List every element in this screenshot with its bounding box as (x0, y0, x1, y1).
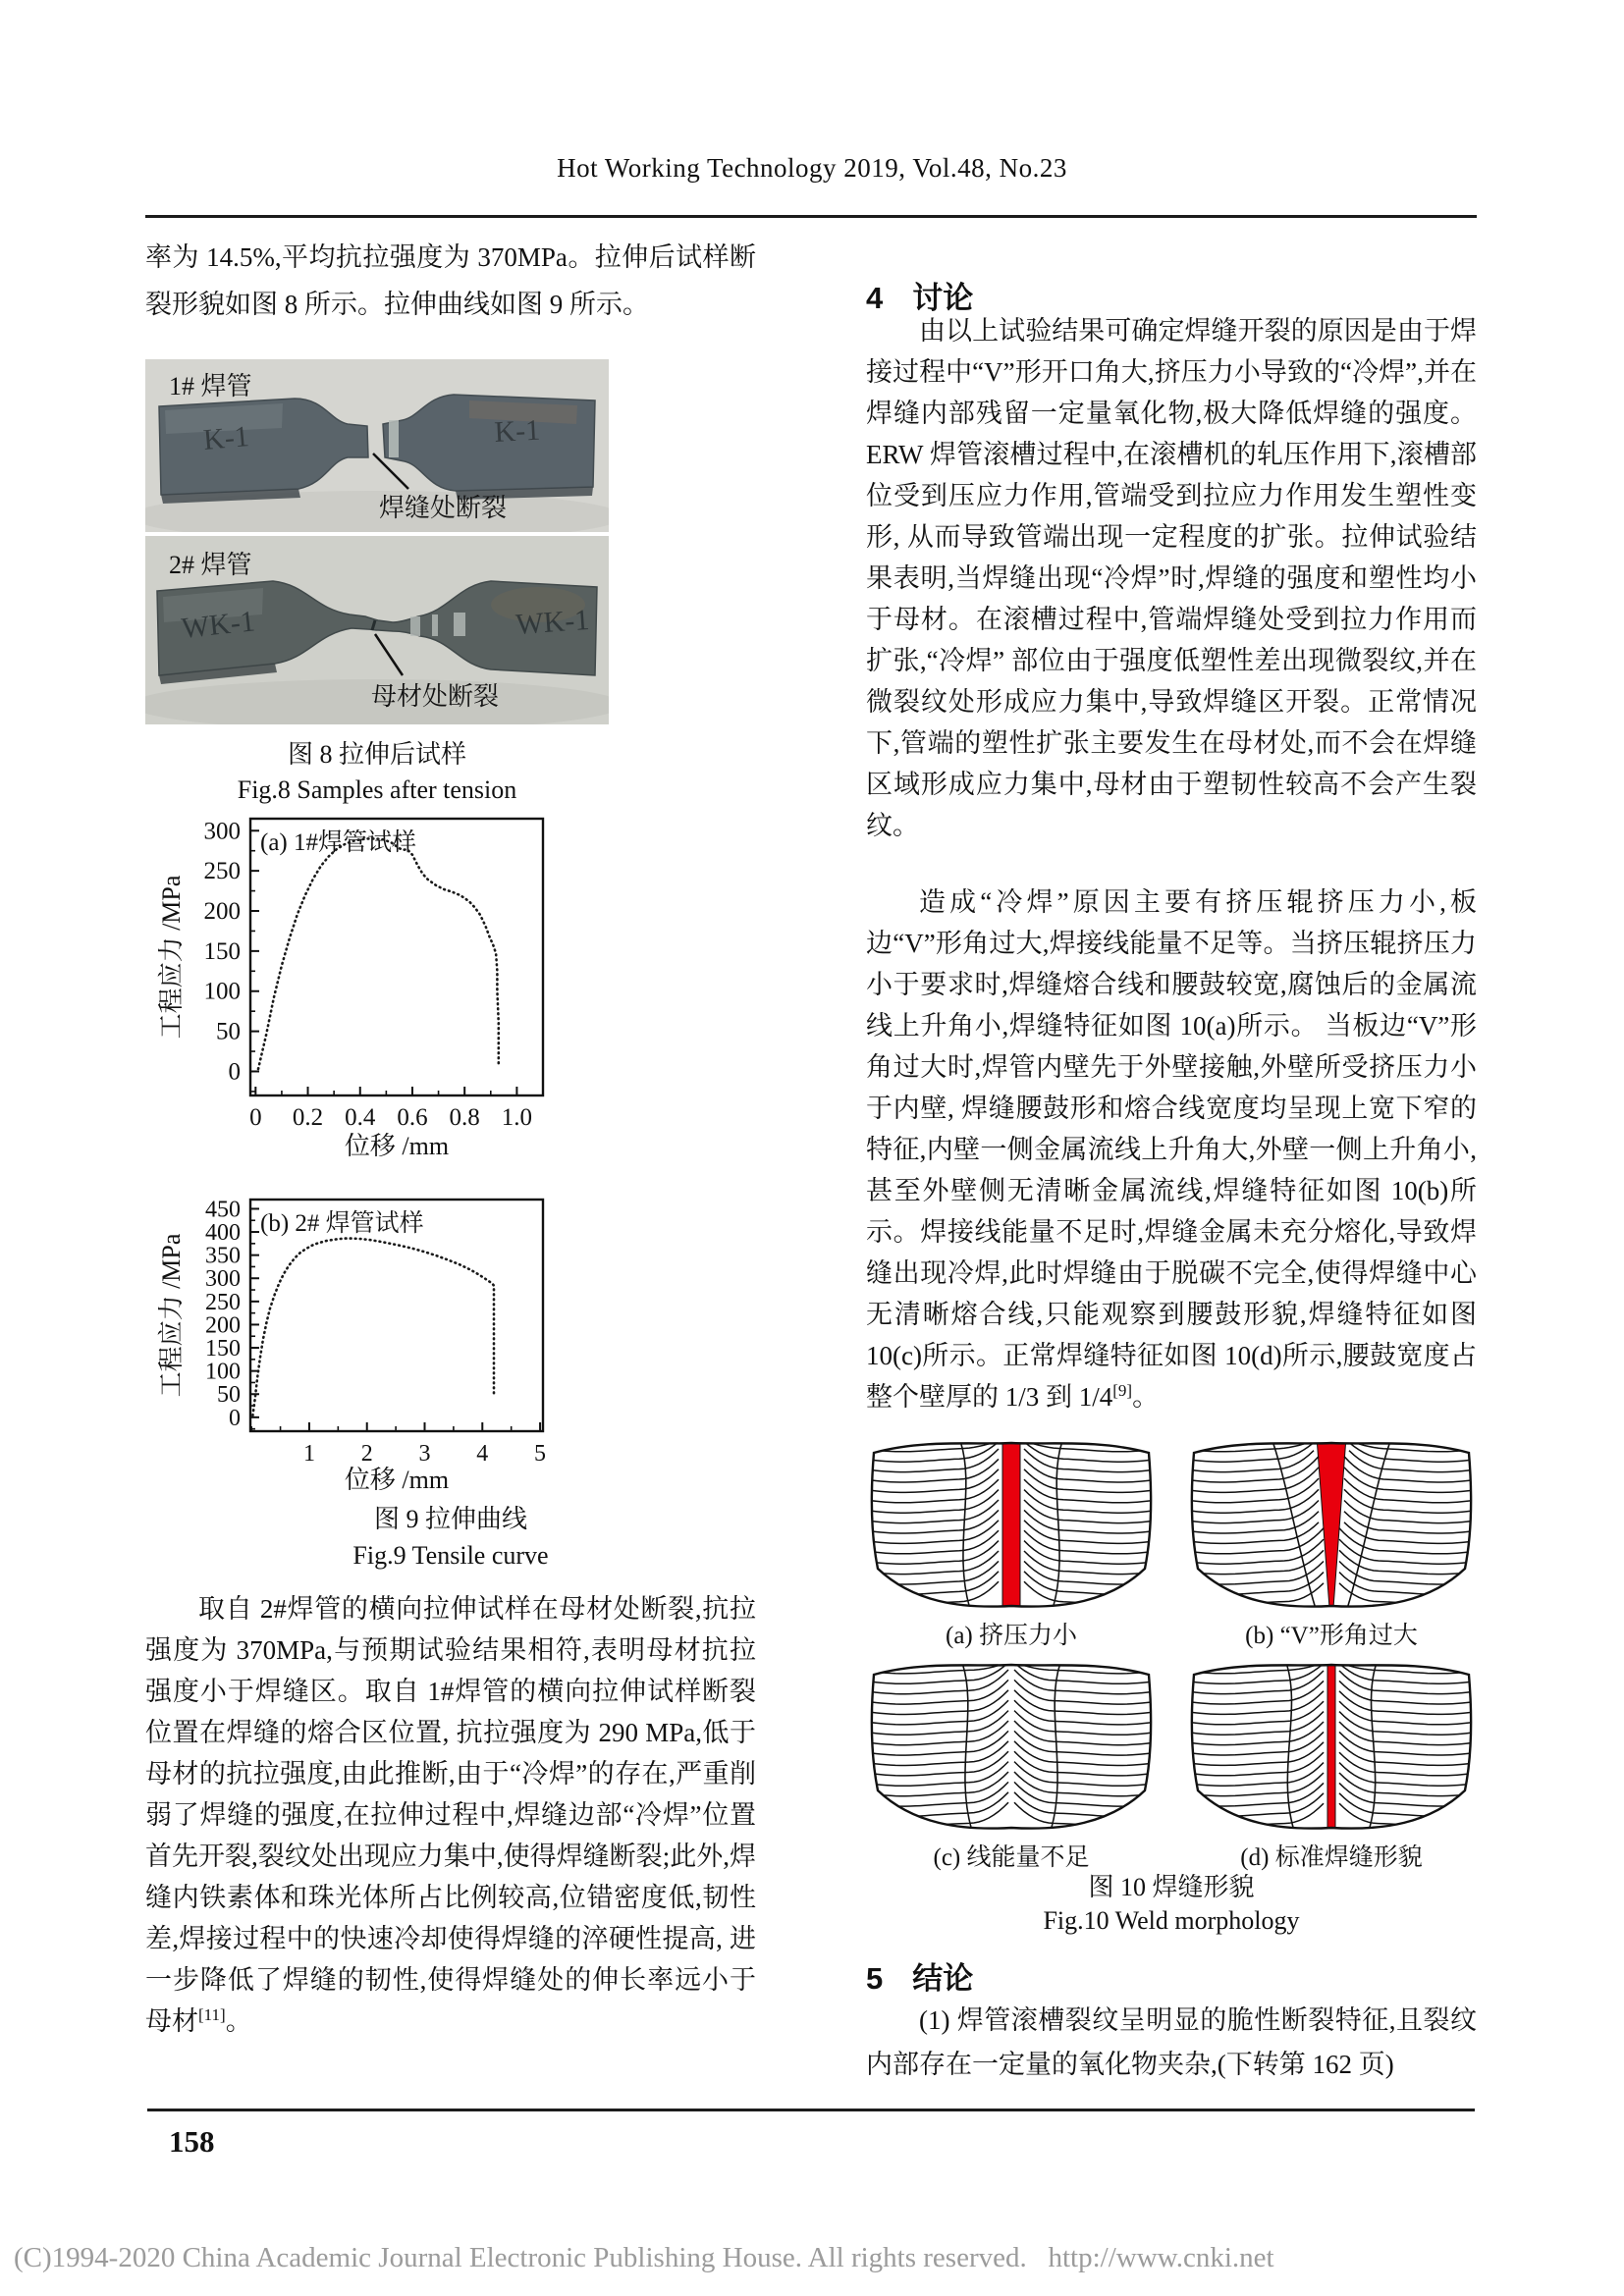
reference-9: [9] (1112, 1381, 1133, 1400)
svg-text:0: 0 (228, 1058, 241, 1086)
weld-diagram-d (1186, 1655, 1477, 1837)
svg-text:(a) 1#焊管试样: (a) 1#焊管试样 (260, 829, 416, 856)
page-number: 158 (169, 2124, 215, 2159)
figure8-photo-2 (145, 536, 609, 724)
figure10-caption-zh: 图 10 焊缝形貌 (1088, 1873, 1255, 1901)
figure8-photo-1 (145, 359, 609, 532)
copyright-line: (C)1994-2020 China Academic Journal Electronic Publishing House. All rights reserved. http://www.cnki.net (14, 2242, 1274, 2273)
weld-label-c: (c) 线能量不足 (933, 1844, 1090, 1871)
figure8-caption-zh: 图 8 拉伸后试样 (287, 740, 466, 769)
discussion-paragraph-2 (866, 881, 1477, 1417)
svg-text:1: 1 (302, 1441, 315, 1467)
svg-text:350: 350 (205, 1243, 241, 1269)
discussion-end: 。 (225, 2006, 252, 2036)
svg-text:3: 3 (418, 1441, 431, 1467)
weld-diagram-c (866, 1655, 1157, 1837)
section-4-title: 讨论 (912, 281, 974, 315)
photo2-annotation: 母材处断裂 (371, 682, 500, 711)
svg-text:0.2: 0.2 (292, 1104, 324, 1131)
svg-text:位移 /mm: 位移 /mm (344, 1132, 450, 1156)
figure9-caption-en: Fig.9 Tensile curve (352, 1541, 549, 1570)
left-column (145, 234, 756, 2109)
weld-panel-d (1186, 1655, 1477, 1873)
conclusion-paragraph: (1) 焊管滚槽裂纹呈明显的脆性断裂特征,且裂纹内部存在一定量的氧化物夹杂,(下转第 162 页) (866, 2005, 1477, 2079)
photo1-annotation: 焊缝处断裂 (379, 494, 508, 522)
svg-text:(b) 2# 焊管试样: (b) 2# 焊管试样 (260, 1210, 424, 1237)
svg-text:300: 300 (203, 818, 241, 845)
svg-text:250: 250 (203, 858, 241, 885)
svg-text:0: 0 (249, 1104, 262, 1131)
discussion-paragraph-left (145, 1588, 756, 2042)
footer-rule (147, 2109, 1475, 2111)
weld-label-a: (a) 挤压力小 (946, 1623, 1077, 1649)
svg-text:5: 5 (534, 1441, 547, 1467)
figure10-grid (866, 1433, 1477, 1873)
svg-text:50: 50 (217, 1382, 241, 1409)
svg-text:200: 200 (203, 898, 241, 925)
svg-text:400: 400 (205, 1220, 241, 1247)
photo2-label: 2# 焊管 (169, 551, 252, 579)
reference-11: [11] (198, 2005, 226, 2024)
discussion-text: 取自 2#焊管的横向拉伸试样在母材处断裂,抗拉强度为 370MPa,与预期试验结果相符,表明母材抗拉强度小于焊缝区。取自 1#焊管的横向拉伸试样断裂位置在焊缝的熔合区位置, 抗拉强度为 290 MPa,低于母材的抗拉强度,由此推断,由于“冷焊”的存在,严重削弱了焊缝的强度,在拉伸过程中,焊缝边部“冷焊”位置首先开裂,裂纹处出现应力集中,使得焊缝断裂;此外,焊缝内铁素体和珠光体所占比例较高,位错密度低,韧性差,焊接过程中的快速冷却使得焊缝的淬硬性提高, 进一步降低了焊缝的韧性,使得焊缝处的伸长率远小于母材 (145, 1594, 756, 2036)
svg-text:位移 /mm: 位移 /mm (344, 1466, 450, 1490)
svg-text:2: 2 (360, 1441, 373, 1467)
svg-text:0.6: 0.6 (397, 1104, 428, 1131)
svg-text:0.4: 0.4 (345, 1104, 376, 1131)
figure9-caption-zh: 图 9 拉伸曲线 (373, 1505, 527, 1533)
svg-text:450: 450 (205, 1197, 241, 1223)
svg-text:50: 50 (216, 1018, 241, 1045)
svg-text:4: 4 (476, 1441, 489, 1467)
section-5-title: 结论 (912, 1961, 974, 1996)
weld-panel-c (866, 1655, 1157, 1873)
discussion-paragraph-1: 由以上试验结果可确定焊缝开裂的原因是由于焊接过程中“V”形开口角大,挤压力小导致的“冷焊”,并在焊缝内部残留一定量氧化物,极大降低焊缝的强度。ERW 焊管滚槽过程中,在滚槽机的轧压作用下,滚槽部位受到压应力作用,管端受到拉应力作用发生塑性变形, 从而导致管端出现一定程度的扩张。拉伸试验结果表明,当焊缝出现“冷焊”时,焊缝的强度和塑性均小于母材。在滚槽过程中,管端焊缝处受到拉力作用而扩张,“冷焊” 部位由于强度低塑性差出现微裂纹,并在微裂纹处形成应力集中,导致焊缝区开裂。正常情况下,管端的塑性扩张主要发生在母材处,而不会在焊缝区域形成应力集中,母材由于塑韧性较高不会产生裂纹。 (866, 316, 1477, 840)
para2-text: 造成“冷焊”原因主要有挤压辊挤压力小,板边“V”形角过大,焊接线能量不足等。当挤压辊挤压力小于要求时,焊缝熔合线和腰鼓较宽,腐蚀后的金属流线上升角小,焊缝特征如图 10(a)所示。 当板边“V”形角过大时,焊管内壁先于外壁接触,外壁所受挤压力小于内壁, 焊缝腰鼓形和熔合线宽度均呈现上宽下窄的特征,内壁一侧金属流线上升角大,外壁一侧上升角小,甚至外壁侧无清晰金属流线,焊缝特征如图 10(b)所示。焊接线能量不足时,焊缝金属未充分熔化,导致焊缝出现冷焊,此时焊缝由于脱碳不完全,使得焊缝中心无清晰熔合线,只能观察到腰鼓形貌,焊缝特征如图 10(c)所示。正常焊缝特征如图 10(d)所示,腰鼓宽度占整个壁厚的 1/3 到 1/4 (866, 887, 1477, 1412)
para2-end: 。 (1132, 1382, 1160, 1412)
svg-text:200: 200 (205, 1312, 241, 1339)
journal-header: Hot Working Technology 2019, Vol.48, No.23 (557, 153, 1067, 183)
section-5-number: 5 (866, 1961, 884, 1996)
weld-panel-a (866, 1433, 1157, 1651)
weld-diagram-a (866, 1433, 1157, 1615)
figure10-caption-en: Fig.10 Weld morphology (1043, 1906, 1300, 1935)
svg-text:250: 250 (205, 1289, 241, 1315)
svg-text:0: 0 (229, 1405, 241, 1431)
tensile-chart-a (145, 811, 607, 1156)
intro-paragraph: 率为 14.5%,平均抗拉强度为 370MPa。拉伸后试样断裂形貌如图 8 所示。拉伸曲线如图 9 所示。 (145, 242, 756, 319)
right-column (866, 234, 1477, 2109)
svg-text:工程应力 /MPa: 工程应力 /MPa (157, 875, 186, 1040)
specimen2-mark-right: WK-1 (514, 603, 591, 641)
tensile-chart-b (145, 1178, 607, 1490)
header-rule (145, 215, 1477, 218)
figure8-caption-en: Fig.8 Samples after tension (237, 775, 517, 804)
specimen2-mark-left: WK-1 (180, 605, 257, 645)
svg-text:100: 100 (203, 978, 241, 1005)
svg-text:150: 150 (205, 1336, 241, 1362)
svg-text:1.0: 1.0 (501, 1104, 533, 1131)
specimen1-mark-left: K-1 (201, 420, 251, 456)
svg-text:0.8: 0.8 (449, 1104, 480, 1131)
specimen1-mark-right: K-1 (493, 413, 541, 449)
weld-panel-b (1186, 1433, 1477, 1651)
weld-label-d: (d) 标准焊缝形貌 (1240, 1844, 1423, 1871)
weld-label-b: (b) “V”形角过大 (1245, 1623, 1418, 1649)
weld-diagram-b (1186, 1433, 1477, 1615)
photo1-label: 1# 焊管 (169, 372, 252, 400)
svg-text:100: 100 (205, 1359, 241, 1385)
svg-text:300: 300 (205, 1266, 241, 1293)
svg-text:工程应力 /MPa: 工程应力 /MPa (157, 1233, 186, 1398)
section-4-number: 4 (866, 281, 884, 315)
svg-text:150: 150 (203, 937, 241, 965)
section-5-heading (866, 1953, 973, 1998)
